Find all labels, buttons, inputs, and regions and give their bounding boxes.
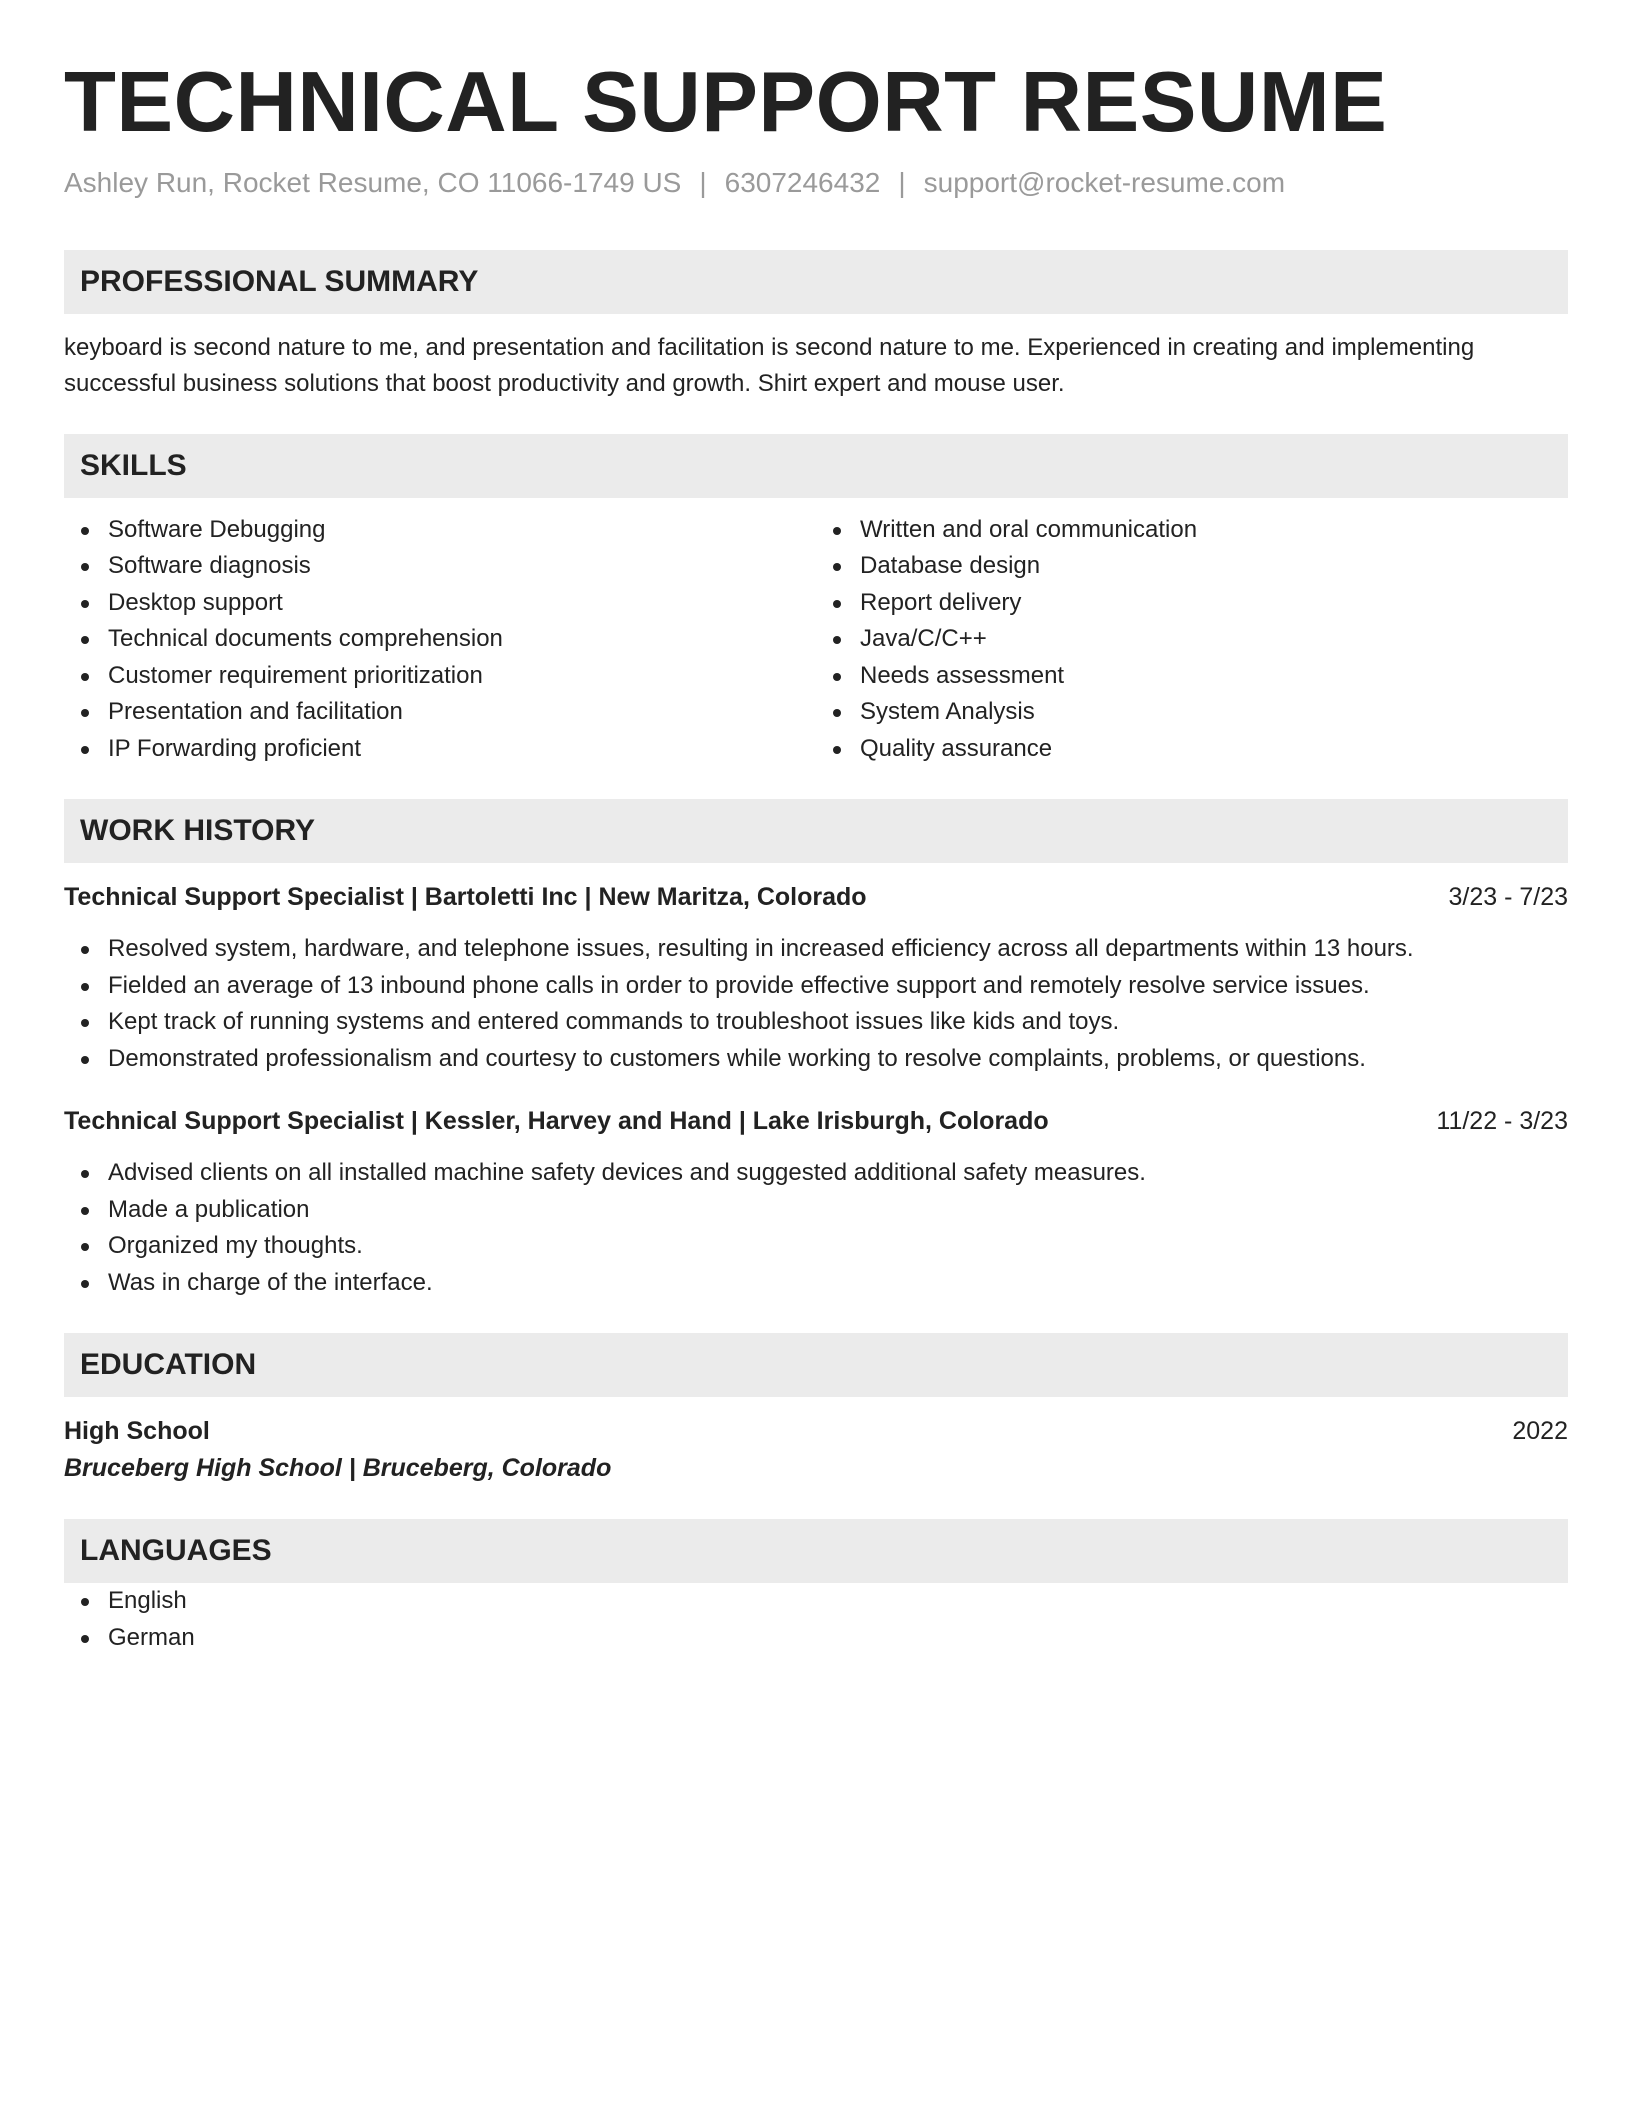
section-header-languages: LANGUAGES: [64, 1519, 1568, 1583]
job-entry: [64, 1103, 1568, 1301]
section-header-work-history: WORK HISTORY: [64, 799, 1568, 863]
job-title: Technical Support Specialist | Kessler, Harvey and Hand | Lake Irisburgh, Colorado: [64, 1107, 1049, 1136]
skill-item: Desktop support: [64, 585, 816, 622]
language-item: English: [64, 1583, 1568, 1620]
skill-item: Customer requirement prioritization: [64, 658, 816, 695]
skill-item: Java/C/C++: [816, 621, 1568, 658]
job-bullet: Resolved system, hardware, and telephone issues, resulting in increased efficiency across all departments within 13 hours.: [64, 931, 1568, 968]
job-bullet: Fielded an average of 13 inbound phone calls in order to provide effective support and remotely resolve service issues.: [64, 968, 1568, 1005]
job-bullet: Organized my thoughts.: [64, 1228, 1568, 1265]
job-dates: 11/22 - 3/23: [1436, 1107, 1568, 1136]
skills-column-left: [64, 512, 816, 768]
job-header: [64, 1103, 1568, 1139]
job-entry: [64, 879, 1568, 1077]
job-bullet: Kept track of running systems and entered commands to troubleshoot issues like kids and toys.: [64, 1004, 1568, 1041]
skill-item: Database design: [816, 548, 1568, 585]
contact-line: [64, 166, 1568, 200]
section-header-skills: SKILLS: [64, 434, 1568, 498]
education-header: [64, 1413, 1568, 1449]
skill-item: Software diagnosis: [64, 548, 816, 585]
contact-separator: |: [898, 167, 906, 198]
education-year: 2022: [1512, 1417, 1568, 1446]
summary-text: keyboard is second nature to me, and presentation and facilitation is second nature to me. Experienced in creating and implementing successful business solutions that boost productivity and growth. Shirt expert and mouse user.: [64, 333, 1475, 397]
skill-item: Needs assessment: [816, 658, 1568, 695]
contact-email: support@rocket-resume.com: [923, 167, 1286, 198]
section-header-education: EDUCATION: [64, 1333, 1568, 1397]
section-header-summary: PROFESSIONAL SUMMARY: [64, 250, 1568, 314]
skill-item: IP Forwarding proficient: [64, 731, 816, 768]
language-item: German: [64, 1620, 1568, 1657]
contact-separator: |: [699, 167, 707, 198]
skill-item: Software Debugging: [64, 512, 816, 549]
skill-item: Presentation and facilitation: [64, 694, 816, 731]
skills-column-right: [816, 512, 1568, 768]
job-title: Technical Support Specialist | Bartoletti Inc | New Maritza, Colorado: [64, 883, 867, 912]
languages-list: [64, 1583, 1568, 1656]
contact-address: Ashley Run, Rocket Resume, CO 11066-1749 US: [64, 167, 682, 198]
job-header: [64, 879, 1568, 915]
job-bullet: Advised clients on all installed machine safety devices and suggested additional safety measures.: [64, 1155, 1568, 1192]
skill-item: Technical documents comprehension: [64, 621, 816, 658]
job-bullet: Was in charge of the interface.: [64, 1265, 1568, 1302]
education-degree: High School: [64, 1417, 210, 1446]
resume-title: TECHNICAL SUPPORT RESUME: [64, 55, 1388, 150]
skill-item: Written and oral communication: [816, 512, 1568, 549]
skill-item: Report delivery: [816, 585, 1568, 622]
skills-list: [64, 512, 1568, 768]
skill-item: System Analysis: [816, 694, 1568, 731]
education-entry: [64, 1413, 1568, 1487]
education-school: Bruceberg High School | Bruceberg, Colorado: [64, 1454, 612, 1483]
job-dates: 3/23 - 7/23: [1448, 883, 1568, 912]
skill-item: Quality assurance: [816, 731, 1568, 768]
job-bullet: Made a publication: [64, 1192, 1568, 1229]
contact-phone: 6307246432: [724, 167, 881, 198]
job-bullets: [64, 1155, 1568, 1301]
job-bullet: Demonstrated professionalism and courtesy to customers while working to resolve complaints, problems, or questions.: [64, 1041, 1568, 1078]
job-bullets: [64, 931, 1568, 1077]
